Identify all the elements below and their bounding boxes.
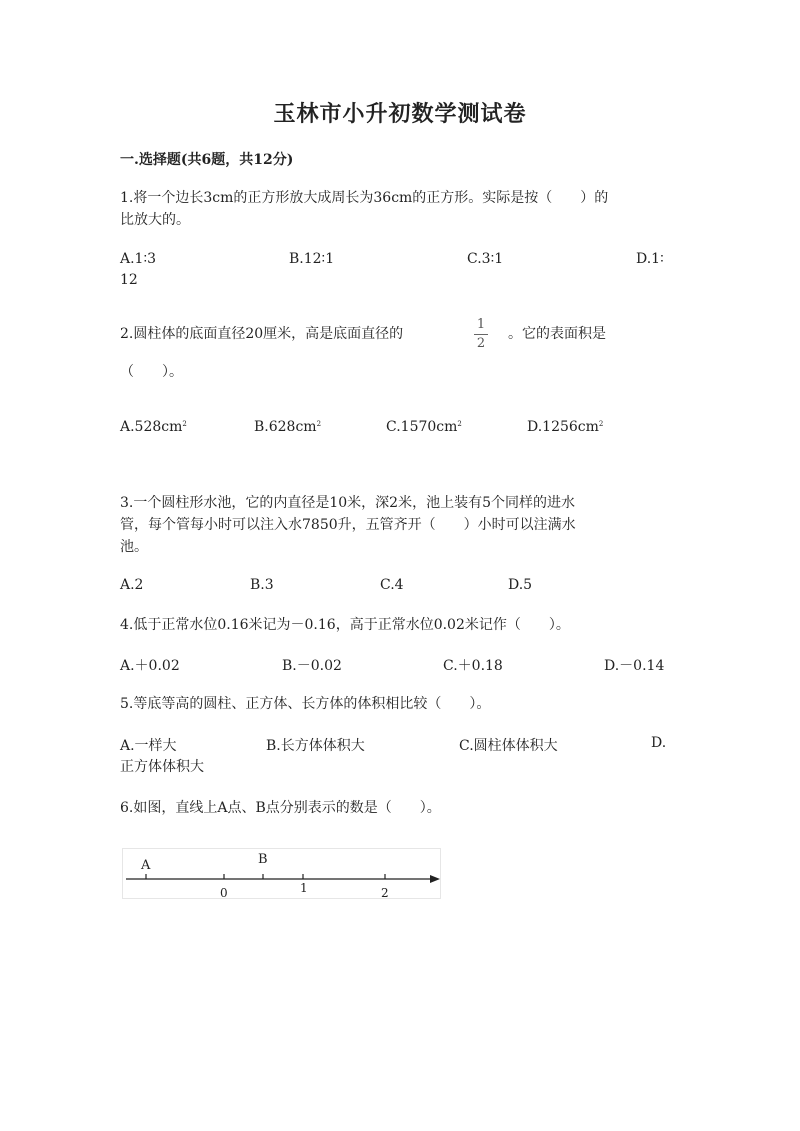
question-1-option-c: C.3∶1	[467, 251, 504, 267]
point-b-label: B	[258, 852, 268, 867]
question-5-option-d-wrap: 正方体体积大	[120, 759, 204, 775]
section-heading: 一.选择题(共6题，共12分)	[120, 152, 294, 168]
question-3-line-3: 池。	[120, 539, 148, 555]
question-1-option-a: A.1∶3	[120, 251, 157, 267]
question-1-option-d: D.1∶	[636, 251, 664, 267]
question-2-text-after: 。它的表面积是	[508, 326, 606, 342]
question-4-option-b: B.－0.02	[282, 658, 342, 674]
question-3-option-c: C.4	[380, 577, 404, 593]
unit-superscript: 2	[316, 420, 322, 428]
fraction-denominator: 2	[476, 336, 486, 351]
tick-label-two: 2	[381, 886, 389, 900]
question-3-option-b: B.3	[250, 577, 274, 593]
question-4-line-1: 4.低于正常水位0.16米记为－0.16，高于正常水位0.02米记作（ ）。	[120, 617, 570, 633]
question-5-line-1: 5.等底等高的圆柱、正方体、长方体的体积相比较（ ）。	[120, 696, 491, 712]
question-1-option-b: B.12∶1	[289, 251, 335, 267]
question-2-text-before: 2.圆柱体的底面直径20厘米，高是底面直径的	[120, 326, 404, 342]
unit-superscript: 2	[182, 420, 187, 428]
question-1-line-1: 1.将一个边长3cm的正方形放大成周长为36cm的正方形。实际是按（ ）的	[120, 190, 609, 206]
question-1-option-d-wrap: 12	[120, 272, 138, 288]
question-5-option-a: A.一样大	[120, 738, 177, 754]
fraction-numerator: 1	[476, 317, 486, 332]
question-3-line-2: 管，每个管每小时可以注入水7850升，五管齐开（ ）小时可以注满水	[120, 517, 576, 533]
question-4-option-d: D.－0.14	[604, 658, 665, 674]
question-3-line-1: 3.一个圆柱形水池，它的内直径是10米，深2米，池上装有5个同样的进水	[120, 495, 575, 511]
question-4-option-a: A.＋0.02	[120, 658, 180, 674]
option-text: C.1570cm	[386, 419, 458, 435]
page-title: 玉林市小升初数学测试卷	[273, 101, 527, 127]
point-a-label: A	[141, 858, 151, 873]
question-6-line-1: 6.如图，直线上A点、B点分别表示的数是（ ）。	[120, 800, 441, 816]
question-3-option-a: A.2	[120, 577, 144, 593]
unit-superscript: 2	[457, 420, 462, 428]
unit-superscript: 2	[598, 420, 604, 428]
number-line-figure	[122, 848, 444, 900]
question-3-option-d: D.5	[508, 577, 533, 593]
question-5-option-b: B.长方体体积大	[266, 738, 365, 754]
question-2-option-b	[254, 419, 321, 435]
question-2-option-c	[386, 419, 462, 435]
fraction-one-half	[472, 318, 490, 351]
option-text: B.628cm	[254, 419, 317, 435]
question-4-option-c: C.＋0.18	[443, 658, 503, 674]
question-1-line-2: 比放大的。	[120, 212, 190, 228]
question-2-line-2: （ ）。	[120, 364, 183, 380]
figure-frame	[123, 849, 441, 899]
question-2-option-d	[527, 419, 603, 435]
arrow-head-icon	[430, 875, 440, 883]
question-5-option-c: C.圆柱体体积大	[459, 738, 558, 754]
option-text: D.1256cm	[527, 419, 599, 435]
question-2-option-a	[120, 419, 187, 435]
fraction-bar	[474, 334, 488, 335]
option-text: A.528cm	[120, 419, 183, 435]
tick-label-zero: 0	[220, 886, 228, 900]
tick-label-one: 1	[300, 881, 308, 895]
question-5-option-d: D.	[651, 735, 667, 751]
